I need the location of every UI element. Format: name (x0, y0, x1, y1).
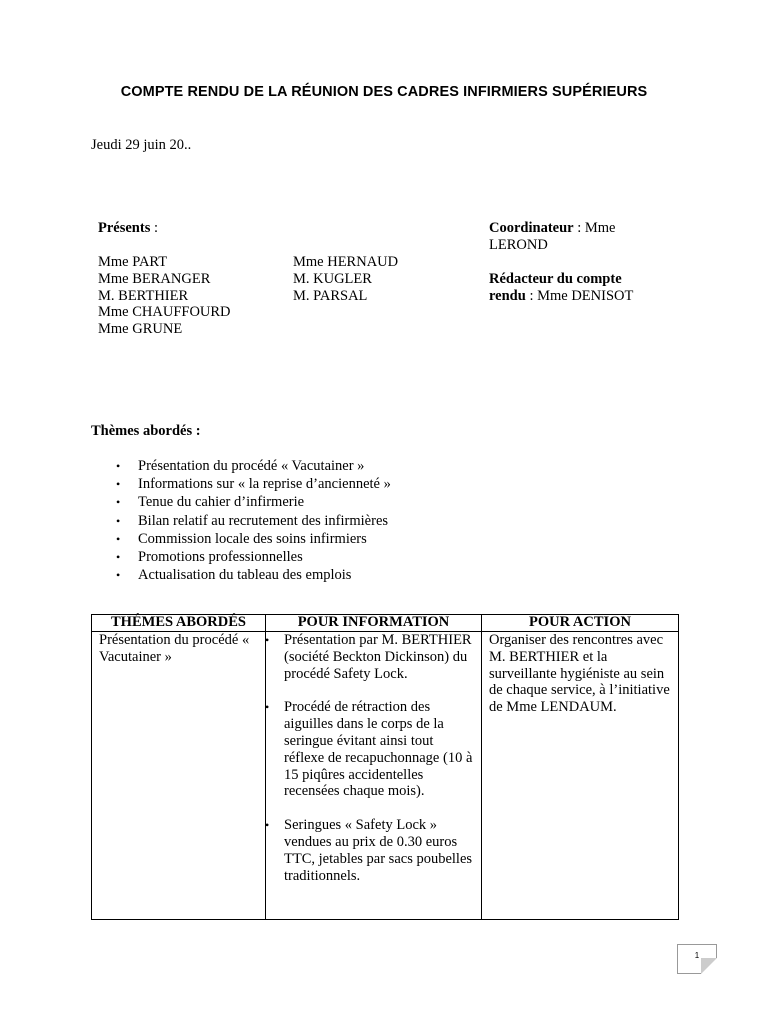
bullet-icon: • (116, 477, 121, 492)
attendee: Mme GRUNE (98, 321, 183, 338)
document-title: COMPTE RENDU DE LA RÉUNION DES CADRES INFIRMIERS SUPÉRIEURS (120, 84, 648, 100)
page-fold-icon (701, 958, 717, 974)
bullet-icon: • (265, 700, 270, 715)
info-text: Seringues « Safety Lock » vendues au prix de 0.30 euros TTC, jetables par sacs poubelles traditionnels. (284, 817, 473, 884)
bullet-icon: • (116, 495, 121, 510)
info-item (266, 699, 481, 800)
presents-label: Présents (98, 220, 151, 236)
presents-column-1 (98, 254, 231, 338)
theme-text: Bilan relatif au recrutement des infirmières (138, 512, 389, 529)
bullet-icon: • (116, 459, 121, 473)
info-item (266, 632, 481, 682)
attendee: M. BERTHIER (98, 287, 189, 304)
presents-colon: : (150, 220, 158, 236)
theme-text: Promotions professionnelles (138, 548, 303, 565)
header-themes: THÉMES ABORDÉS (92, 615, 266, 632)
bullet-icon: • (116, 568, 121, 583)
attendee: Mme CHAUFFOURD (98, 304, 231, 321)
list-item (116, 512, 391, 531)
bullet-icon: • (116, 513, 121, 528)
theme-text: Informations sur « la reprise d’ancienneté » (138, 476, 391, 493)
table-header-row (92, 615, 679, 632)
list-item (116, 567, 391, 585)
meeting-date: Jeudi 29 juin 20.. (91, 137, 192, 153)
redacteur-value: : Mme DENISOT (525, 287, 634, 304)
info-item (266, 817, 481, 884)
themes-heading: Thèmes abordés : (91, 423, 201, 439)
list-item (116, 494, 391, 512)
coordinateur-name: LEROND (489, 236, 548, 253)
presents-column-2 (293, 254, 398, 304)
bullet-icon: • (265, 818, 270, 833)
themes-list (116, 458, 391, 585)
header-action: POUR ACTION (482, 615, 679, 632)
cell-theme: Présentation du procédé « Vacutainer » (92, 632, 266, 920)
list-item (116, 476, 391, 494)
attendee: Mme HERNAUD (293, 254, 399, 270)
redacteur-block (489, 271, 669, 305)
list-item (116, 530, 391, 549)
coordinateur-block (489, 220, 669, 254)
list-item (116, 458, 391, 476)
theme-text: Actualisation du tableau des emplois (138, 567, 352, 584)
attendee: M. PARSAL (293, 287, 368, 304)
redacteur-label-line2: rendu (489, 287, 526, 304)
bullet-icon: • (116, 549, 121, 564)
coordinateur-value: : Mme (573, 220, 616, 236)
attendee: Mme PART (98, 254, 168, 270)
info-text: Procédé de rétraction des aiguilles dans le corps de la seringue évitant ainsi tout réflexe de recapuchonnage (10 à 15 piqûres accidentelles recensées chaque mois). (284, 699, 473, 800)
theme-text: Présentation du procédé « Vacutainer » (138, 458, 365, 474)
table-row (92, 632, 679, 920)
themes-table (91, 614, 679, 920)
bullet-icon: • (265, 633, 270, 647)
info-text: Présentation par M. BERTHIER (société Beckton Dickinson) du procédé Safety Lock. (284, 632, 472, 682)
redacteur-label-line1: Rédacteur du compte (489, 271, 622, 287)
cell-action: Organiser des rencontres avec M. BERTHIER et la surveillante hygiéniste au sein de chaque service, à l’initiative de Mme LENDAUM. (482, 632, 679, 920)
coordinateur-label: Coordinateur (489, 220, 574, 236)
cell-information (266, 632, 482, 920)
header-information: POUR INFORMATION (266, 615, 482, 632)
bullet-icon: • (116, 531, 121, 546)
theme-text: Tenue du cahier d’infirmerie (138, 494, 305, 511)
list-item (116, 548, 391, 567)
page-number-box (677, 944, 717, 974)
theme-text: Commission locale des soins infirmiers (138, 530, 367, 547)
presents-heading (98, 220, 158, 237)
attendee: M. KUGLER (293, 270, 372, 287)
page-number: 1 (694, 951, 700, 960)
attendee: Mme BERANGER (98, 270, 211, 287)
